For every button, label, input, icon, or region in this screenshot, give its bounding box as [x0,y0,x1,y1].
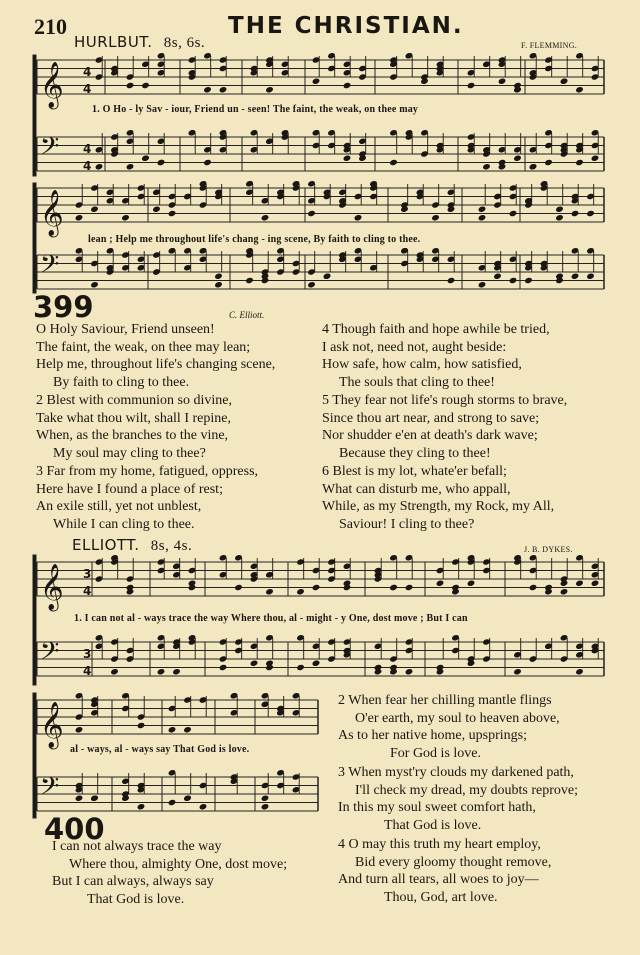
notehead [524,277,533,284]
verse-line: Thou, God, art love. [384,889,498,905]
notehead [509,210,518,217]
notehead [431,214,440,221]
verse-line: Since thou art near, and strong to save; [322,410,540,426]
verse-line: I ask not, need not, aught beside: [322,339,507,355]
stanzas-left-column [36,321,275,533]
notehead [560,78,569,85]
time-signature: 3 [83,647,92,661]
notehead [529,584,538,591]
notehead [586,210,595,217]
notehead [90,281,99,288]
notehead [571,210,580,217]
stanza [338,692,578,762]
treble-clef-icon: 𝄞 [40,190,64,236]
notehead [141,82,150,89]
notehead [214,273,223,280]
notehead [498,78,507,85]
verse-line: As to her native home, upsprings; [338,728,527,743]
notehead [219,86,228,93]
verse-line: But I can always, always say [52,874,214,889]
stanza [36,321,275,391]
notehead [312,584,321,591]
notehead [467,82,476,89]
notehead [168,210,177,217]
verse-line: Take what thou wilt, shall I repine, [36,410,231,426]
stanza [338,764,578,834]
notehead [168,799,177,806]
notehead [405,668,414,675]
verse-line: How safe, how calm, how satisfied, [322,357,522,372]
notehead [312,78,321,85]
notehead [261,795,270,802]
verse-line: 3 Far from my home, fatigued, oppress, [36,464,259,479]
notehead [312,660,321,667]
system-bracket [33,55,36,176]
notehead [203,86,212,93]
notehead [90,795,99,802]
notehead [261,803,270,810]
verse-line: While, as my Strength, my Rock, my All, [322,499,555,514]
notehead [296,664,305,671]
notehead [513,155,522,162]
notehead [261,214,270,221]
stanza [36,463,275,533]
notehead [203,159,212,166]
notehead [307,281,316,288]
notehead [323,273,332,280]
notehead [560,588,569,595]
notehead [389,159,398,166]
verse-line: By faith to cling to thee. [53,374,190,390]
time-signature: 3 [83,567,92,581]
author-credit: C. Elliott. [229,310,265,320]
underlay-line: 1. I can not al - ways trace the way Where thou, al - might - y One, dost move ; But I can [74,613,468,624]
notehead [575,159,584,166]
verse-line: The souls that cling to thee! [339,374,495,390]
bass-clef-icon: 𝄢 [40,772,60,808]
notehead [482,163,491,170]
verse-line: 2 When fear her chilling mantle flings [338,693,552,708]
notehead [575,86,584,93]
notehead [591,155,600,162]
notehead [296,588,305,595]
notehead [575,668,584,675]
tune-meter: 8s, 4s. [150,538,193,554]
system-bracket [33,693,36,818]
verse-line: That God is love. [384,817,482,833]
notehead [75,726,84,733]
stanzas-right-column-400 [338,692,578,906]
notehead [250,660,259,667]
verse-line: For God is love. [390,745,481,761]
notehead [157,668,166,675]
verse-line: Nor shudder e'en at death's dark wave; [322,428,538,443]
stanza [338,836,578,906]
tune-meter: 8s, 6s. [163,35,206,51]
system-bracket [33,183,36,293]
notehead [493,273,502,280]
bass-staff [37,255,604,289]
bass-clef-icon: 𝄢 [40,132,60,168]
treble-clef-icon: 𝄞 [40,702,64,748]
notehead [168,726,177,733]
notehead [478,214,487,221]
running-title: THE CHRISTIAN. [228,13,464,39]
underlay-line: al - ways, al - ways say That God is love. [70,744,250,755]
notehead [447,277,456,284]
notehead [157,159,166,166]
verse-line: In this my soul sweet comfort hath, [338,800,536,815]
notehead [544,159,553,166]
stanza-one [52,838,287,908]
page-number: 210 [34,14,67,39]
notehead [137,722,146,729]
notehead [478,206,487,213]
verse-line: Because they cling to thee! [339,445,491,461]
notehead [172,668,181,675]
time-signature: 4 [83,82,92,96]
verse-line: When, as the branches to the vine, [36,428,229,443]
notehead [307,210,316,217]
notehead [343,82,352,89]
notehead [183,795,192,802]
verse-line: An exile still, yet not unblest, [36,499,202,514]
notehead [137,803,146,810]
system-bracket [33,555,36,685]
underlay-line: 1. O Ho - ly Sav - iour, Friend un - seen! The faint, the weak, on thee may [92,104,419,115]
bass-staff [37,777,318,811]
bass-clef-icon: 𝄢 [40,250,60,286]
notehead [354,214,363,221]
notehead [152,206,161,213]
notehead [245,277,254,284]
tune-name: ELLIOTT. [72,536,140,554]
notehead [265,86,274,93]
verse-line: 6 Blest is my lot, whate'er befall; [322,464,507,479]
verse-line: O'er earth, my soul to heaven above, [355,710,560,726]
notehead [555,214,564,221]
notehead [571,273,580,280]
verse-line: Where thou, almighty One, dost move; [69,856,288,872]
stanza [322,321,567,391]
verse-line: What can disturb me, who appall, [322,481,511,497]
notehead [110,668,119,675]
notehead [467,580,476,587]
bass-staff [37,137,604,171]
notehead [234,584,243,591]
notehead [265,588,274,595]
stanza [322,392,567,462]
verse-line: 3 When myst'ry clouds my darkened path, [338,765,574,780]
verse-line: The faint, the weak, on thee may lean; [36,339,251,355]
underlay-line: lean ; Help me throughout life's chang - ing scene, By faith to cling to thee. [88,234,421,245]
treble-staff [37,188,604,222]
time-signature: 4 [83,664,92,678]
stanzas-right-column [322,321,567,533]
notehead [126,163,135,170]
notehead [513,668,522,675]
verse-line: I can not always trace the way [52,839,222,854]
notehead [591,580,600,587]
verse-line: 4 O may this truth my heart employ, [338,837,541,852]
notehead [509,277,518,284]
time-signature: 4 [83,584,92,598]
stanza [322,463,567,533]
notehead [95,163,104,170]
time-signature: 4 [83,142,92,156]
notehead [75,795,84,802]
notehead [126,82,135,89]
treble-staff [37,562,604,596]
stanza [36,392,275,462]
notehead [183,726,192,733]
verse-line: Here have I found a place of rest; [36,481,223,497]
verse-line: That God is love. [87,891,185,907]
notehead [478,281,487,288]
notehead [586,273,595,280]
notehead [405,584,414,591]
time-signature: 4 [83,65,92,79]
notehead [199,803,208,810]
notehead [219,664,228,671]
verse-line: O Holy Saviour, Friend unseen! [36,322,215,337]
notehead [75,214,84,221]
verse-line: Help me, throughout life's changing scene, [36,357,276,372]
verse-line: Saviour! I cling to thee? [339,516,475,532]
notehead [121,214,130,221]
composer-dykes: J. B. DYKES. [524,545,573,554]
verse-line: I'll check my dread, my doubts reprove; [355,782,578,798]
bass-clef-icon: 𝄢 [40,637,60,673]
verse-line: While I can cling to thee. [53,516,195,532]
verse-line: 4 Though faith and hope awhile be tried, [322,322,550,337]
treble-clef-icon: 𝄞 [40,62,64,108]
notehead [141,155,150,162]
composer-flemming: F. FLEMMING. [521,41,578,50]
notehead [389,584,398,591]
hymn-number-400: 400 [44,812,105,846]
tune-name: HURLBUT. [74,33,153,51]
notehead [575,580,584,587]
verse-line: 5 They fear not life's rough storms to brave, [322,393,568,408]
time-signature: 4 [83,159,92,173]
verse-line: And turn all tears, all woes to joy— [338,872,539,887]
notehead [343,155,352,162]
notehead [529,163,538,170]
verse-line: My soul may cling to thee? [53,445,206,461]
verse-line: Bid every gloomy thought remove, [355,854,552,870]
notehead [555,206,564,213]
notehead [436,580,445,587]
verse-line: 2 Blest with communion so divine, [36,393,232,408]
notehead [90,206,99,213]
tune-name-elliott [72,536,192,555]
hymn-number-399: 399 [33,290,94,324]
treble-clef-icon: 𝄞 [40,564,64,610]
notehead [214,281,223,288]
